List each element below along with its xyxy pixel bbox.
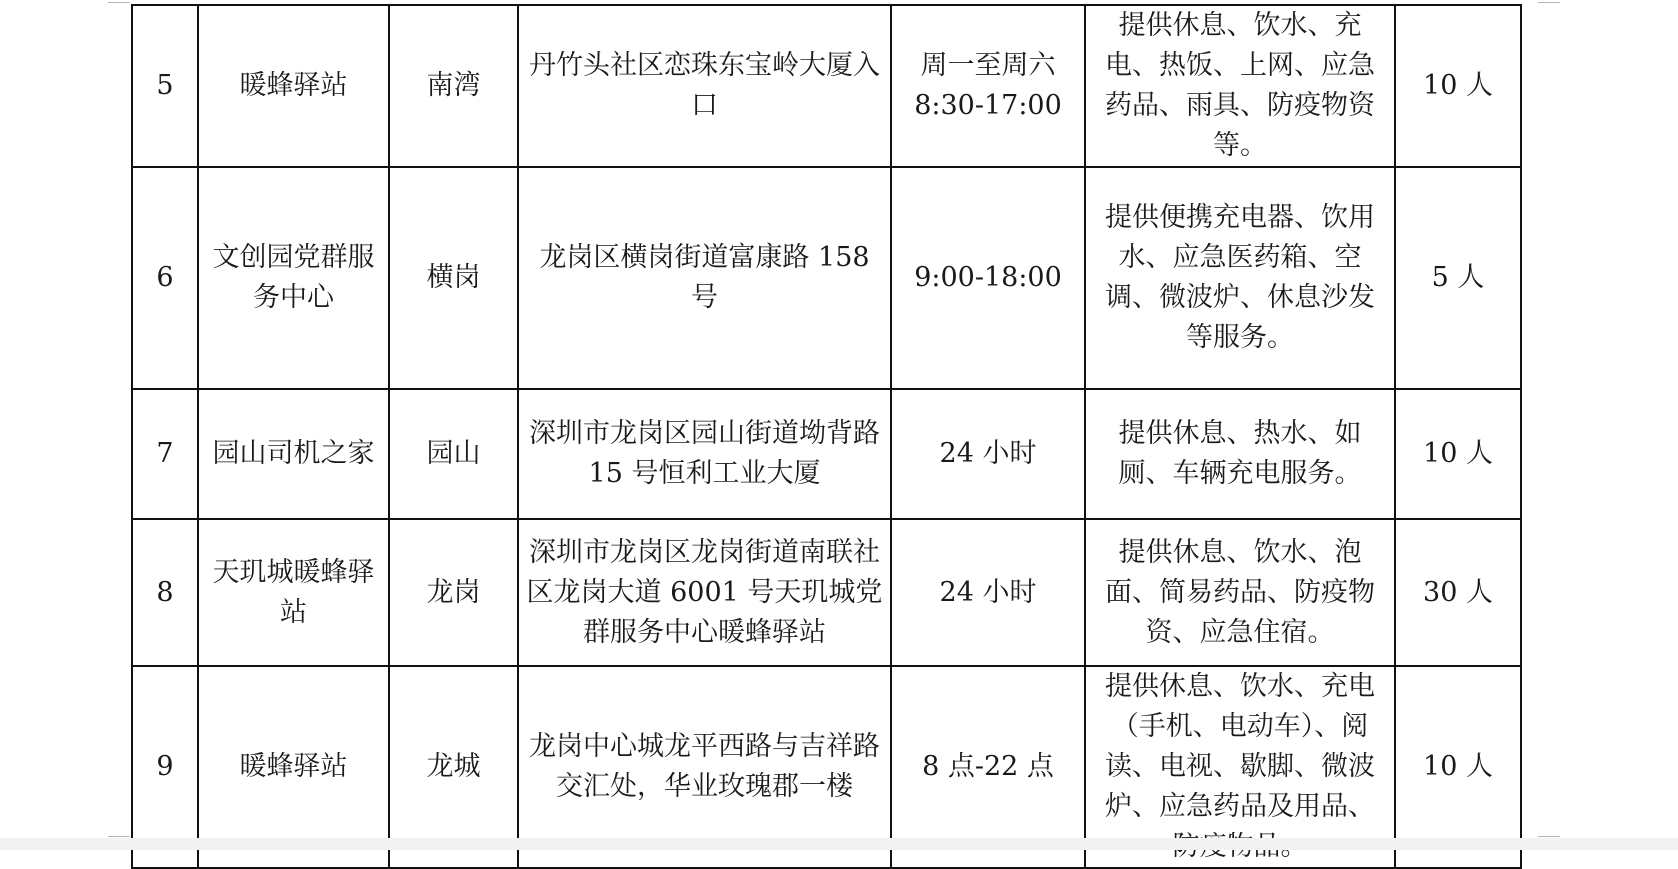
station-name: 文创园党群服务中心 (198, 167, 389, 389)
table-row (132, 519, 1521, 666)
station-hours: 24 小时 (891, 519, 1085, 666)
station-area: 龙城 (389, 666, 518, 868)
row-number: 7 (132, 389, 198, 519)
station-name: 园山司机之家 (198, 389, 389, 519)
station-hours: 24 小时 (891, 389, 1085, 519)
station-hours: 8 点-22 点 (891, 666, 1085, 868)
station-services: 提供休息、热水、如厕、车辆充电服务。 (1085, 389, 1395, 519)
station-services: 提供休息、饮水、充电、热饭、上网、应急药品、雨具、防疫物资等。 (1085, 5, 1395, 167)
station-capacity: 10 人 (1395, 389, 1521, 519)
station-capacity: 10 人 (1395, 666, 1521, 868)
table-row (132, 389, 1521, 519)
page-bottom-edge (0, 838, 1678, 850)
station-capacity: 5 人 (1395, 167, 1521, 389)
page-corner-mark (1538, 2, 1560, 3)
row-number: 9 (132, 666, 198, 868)
station-hours: 周一至周六8:30-17:00 (891, 5, 1085, 167)
station-hours: 9:00-18:00 (891, 167, 1085, 389)
station-services: 提供便携充电器、饮用水、应急医药箱、空调、微波炉、休息沙发等服务。 (1085, 167, 1395, 389)
table-row (132, 167, 1521, 389)
station-name: 暖蜂驿站 (198, 666, 389, 868)
page-corner-mark (108, 2, 130, 3)
station-address: 深圳市龙岗区园山街道坳背路 15 号恒利工业大厦 (518, 389, 891, 519)
station-area: 横岗 (389, 167, 518, 389)
station-capacity: 10 人 (1395, 5, 1521, 167)
station-area: 南湾 (389, 5, 518, 167)
table-row (132, 5, 1521, 167)
page-corner-mark (108, 836, 130, 837)
station-area: 龙岗 (389, 519, 518, 666)
page-corner-mark (1538, 836, 1560, 837)
station-services: 提供休息、饮水、泡面、简易药品、防疫物资、应急住宿。 (1085, 519, 1395, 666)
row-number: 8 (132, 519, 198, 666)
station-services: 提供休息、饮水、充电（手机、电动车）、阅读、电视、歇脚、微波炉、应急药品及用品、 (1085, 666, 1395, 868)
station-name: 天玑城暖蜂驿站 (198, 519, 389, 666)
row-number: 6 (132, 167, 198, 389)
station-area: 园山 (389, 389, 518, 519)
station-address: 龙岗区横岗街道富康路 158 号 (518, 167, 891, 389)
station-address: 深圳市龙岗区龙岗街道南联社区龙岗大道 6001 号天玑城党群服务中心暖蜂驿站 (518, 519, 891, 666)
station-address: 龙岗中心城龙平西路与吉祥路交汇处，华业玫瑰郡一楼 (518, 666, 891, 868)
station-capacity: 30 人 (1395, 519, 1521, 666)
station-table (131, 4, 1522, 869)
station-name: 暖蜂驿站 (198, 5, 389, 167)
station-address: 丹竹头社区恋珠东宝岭大厦入口 (518, 5, 891, 167)
row-number: 5 (132, 5, 198, 167)
